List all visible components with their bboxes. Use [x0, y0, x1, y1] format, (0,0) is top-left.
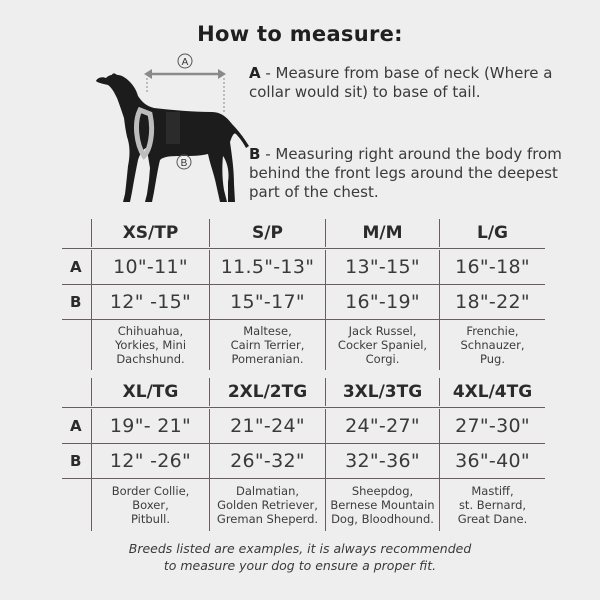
- breed-list: Dalmatian, Golden Retriever, Greman Sheperd.: [209, 479, 325, 531]
- row-label: B: [70, 293, 82, 311]
- footer-line: Breeds listed are examples, it is always recommended: [128, 541, 472, 556]
- table-divider: [62, 284, 545, 285]
- measurement-cell: 12" -26": [91, 444, 209, 478]
- dog-diagram: [92, 52, 252, 212]
- table-divider: [62, 443, 545, 444]
- table-breeds-row: [62, 479, 545, 531]
- measurement-cell: 18"-22": [439, 285, 545, 319]
- size-header: XL/TG: [91, 378, 209, 406]
- instruction-a-text: - Measure from base of neck (Where a collar would sit) to base of tail.: [249, 64, 553, 101]
- measurement-cell: 32"-36": [325, 444, 439, 478]
- table-row-a: [62, 250, 545, 284]
- breed-list: Mastiff, st. Bernard, Great Dane.: [439, 479, 545, 531]
- instruction-a-letter: A: [249, 64, 261, 82]
- table-row-b: [62, 285, 545, 319]
- size-header: 3XL/3TG: [325, 378, 439, 406]
- table-header-row: [62, 378, 545, 406]
- measurement-cell: 11.5"-13": [209, 250, 325, 284]
- measurement-cell: 36"-40": [439, 444, 545, 478]
- breed-list: Maltese, Cairn Terrier, Pomeranian.: [209, 320, 325, 370]
- size-header: 4XL/4TG: [439, 378, 545, 406]
- measure-b-marker: [177, 155, 191, 169]
- instruction-a: [249, 64, 569, 102]
- measurement-cell: 15"-17": [209, 285, 325, 319]
- size-header: M/M: [325, 219, 439, 247]
- instruction-b-text: - Measuring right around the body from behind the front legs around the deepest part of the chest.: [249, 145, 562, 201]
- footer-note: [0, 540, 600, 574]
- footer-line: to measure your dog to ensure a proper fit.: [163, 558, 437, 573]
- row-label: A: [70, 417, 82, 435]
- measurement-cell: 19"- 21": [91, 409, 209, 443]
- size-header: L/G: [439, 219, 545, 247]
- table-divider: [62, 407, 545, 408]
- size-header: 2XL/2TG: [209, 378, 325, 406]
- table-divider: [62, 319, 545, 320]
- breed-list: Frenchie, Schnauzer, Pug.: [439, 320, 545, 370]
- measurement-cell: 10"-11": [91, 250, 209, 284]
- size-header: S/P: [209, 219, 325, 247]
- label-a: A: [181, 57, 189, 68]
- page-title: How to measure:: [197, 22, 403, 46]
- measure-a-arrow: [144, 54, 226, 112]
- breed-list: Border Collie, Boxer, Pitbull.: [91, 479, 209, 531]
- breed-list: Chihuahua, Yorkies, Mini Dachshund.: [91, 320, 209, 370]
- measurement-cell: 26"-32": [209, 444, 325, 478]
- breed-list: Sheepdog, Bernese Mountain Dog, Bloodhound.: [325, 479, 439, 531]
- measurement-cell: 12" -15": [91, 285, 209, 319]
- instruction-b: [249, 145, 569, 202]
- table-header-row: [62, 219, 545, 247]
- measurement-cell: 27"-30": [439, 409, 545, 443]
- table-breeds-row: [62, 320, 545, 370]
- label-b: B: [180, 158, 188, 169]
- instruction-b-letter: B: [249, 145, 261, 163]
- size-header: XS/TP: [91, 219, 209, 247]
- table-row-b: [62, 444, 545, 478]
- measurement-cell: 21"-24": [209, 409, 325, 443]
- measurement-cell: 16"-18": [439, 250, 545, 284]
- table-divider: [62, 248, 545, 249]
- row-label: B: [70, 452, 82, 470]
- measurement-cell: 13"-15": [325, 250, 439, 284]
- table-row-a: [62, 409, 545, 443]
- row-label: A: [70, 258, 82, 276]
- measurement-cell: 16"-19": [325, 285, 439, 319]
- breed-list: Jack Russel, Cocker Spaniel, Corgi.: [325, 320, 439, 370]
- measurement-cell: 24"-27": [325, 409, 439, 443]
- table-divider: [62, 478, 545, 479]
